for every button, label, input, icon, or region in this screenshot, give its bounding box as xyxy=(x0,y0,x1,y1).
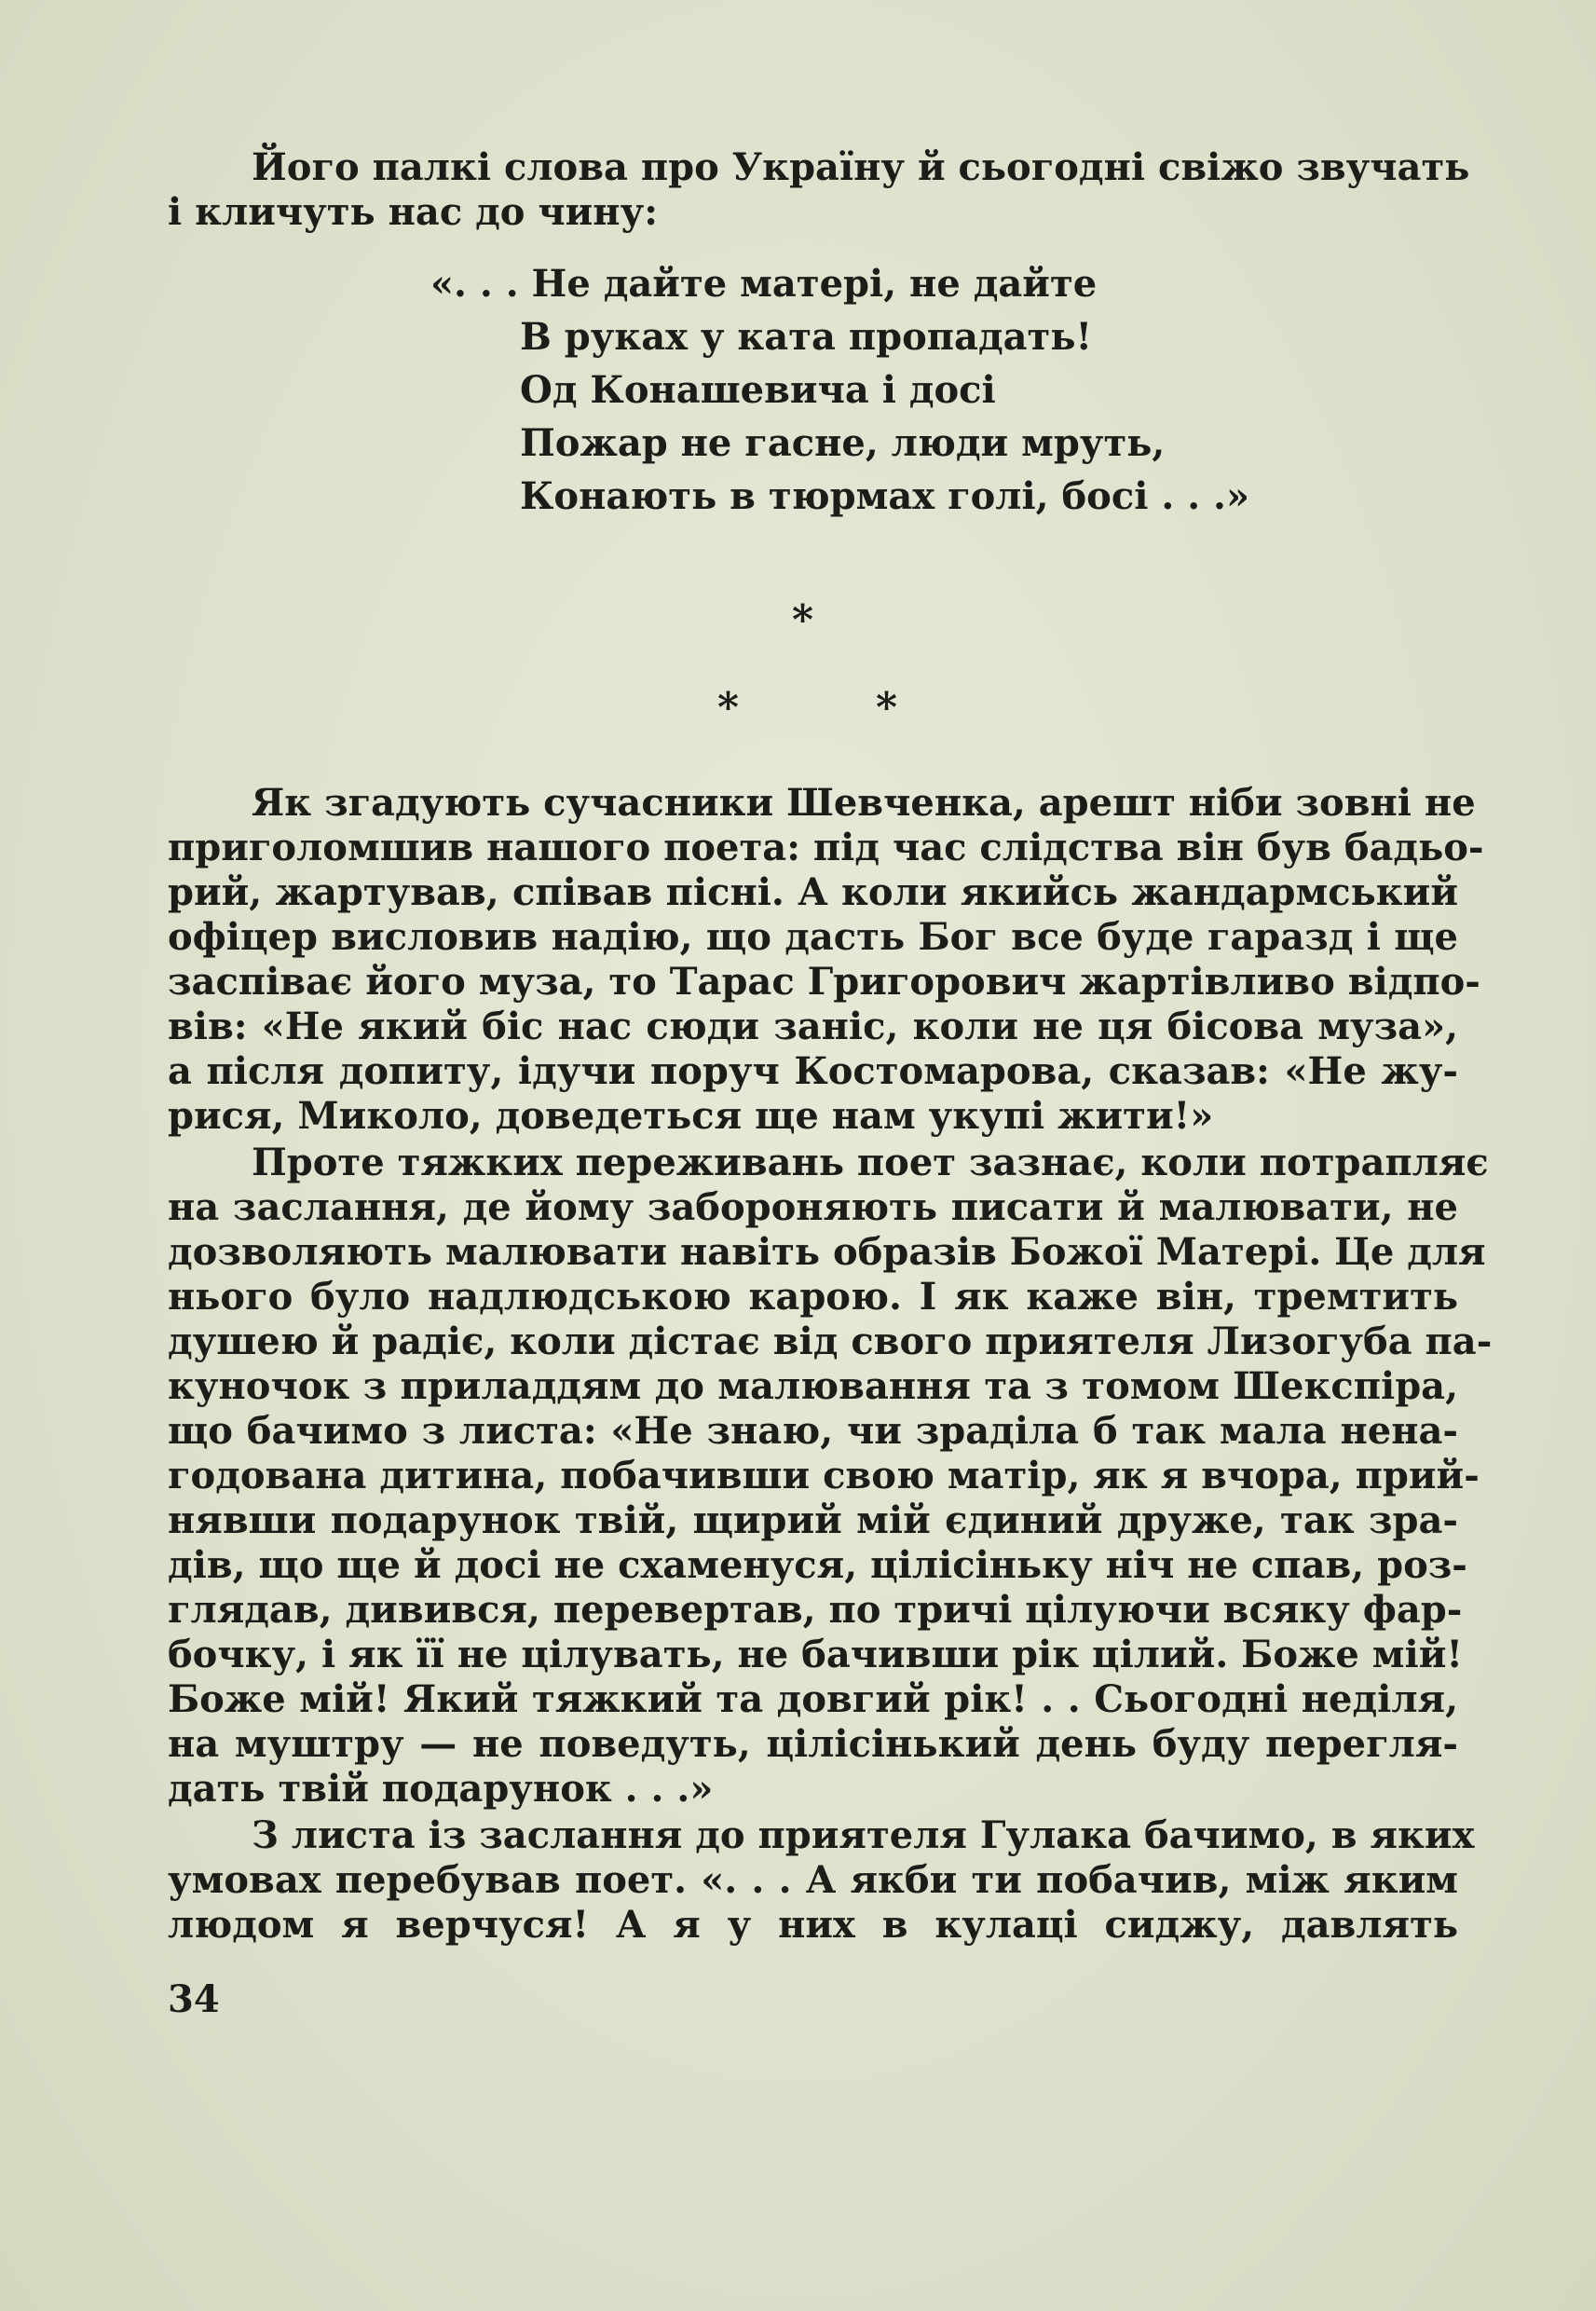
text-line: дозволяють малювати навіть образів Божої Матері. Це для xyxy=(168,1230,1486,1274)
text-line: на заслання, де йому забороняють писати й малювати, не xyxy=(168,1185,1458,1229)
text-line: дать твій подарунок . . .» xyxy=(168,1767,714,1811)
poem-quote xyxy=(430,257,1269,523)
text-line: заспіває його муза, то Тарас Григорович жартівливо відпо- xyxy=(168,960,1480,1004)
page-number: 34 xyxy=(168,1977,220,2021)
text-line: на муштру — не поведуть, цілісінький день буду перегля- xyxy=(168,1722,1458,1766)
text-line: нього було надлюдською карою. І як каже він, тремтить xyxy=(168,1275,1458,1319)
text-line: приголомшив нашого поета: під час слідства він був бадьо- xyxy=(168,826,1484,869)
text-line: Боже мій! Який тяжкий та довгий рік! . . Сьогодні неділя, xyxy=(168,1677,1458,1721)
separator-star-left: * xyxy=(717,684,740,732)
text-line: і кличуть нас до чину: xyxy=(168,190,658,234)
paragraph-exile xyxy=(168,1141,1493,1812)
text-line: нявши подарунок твій, щирий мій єдиний друже, так зра- xyxy=(168,1498,1458,1542)
separator-star-right: * xyxy=(876,684,898,732)
poem-line: В руках у ката пропадать! xyxy=(520,315,1093,359)
text-line: дів, що ще й досі не схаменуся, цілісіньку ніч не спав, роз- xyxy=(168,1543,1467,1587)
poem-line: Конають в тюрмах голі, босі . . .» xyxy=(520,474,1249,518)
text-line: З листа із заслання до приятеля Гулака бачимо, в яких xyxy=(252,1813,1475,1857)
poem-line: Од Конашевича і досі xyxy=(520,368,996,412)
poem-line: Пожар не гасне, люди мруть, xyxy=(520,421,1166,465)
text-line: годована дитина, побачивши свою матір, як я вчора, прий- xyxy=(168,1454,1480,1497)
text-line: офіцер висловив надію, що дасть Бог все буде гаразд і ще xyxy=(168,915,1458,959)
text-line: що бачимо з листа: «Не знаю, чи зраділа б так мала нена- xyxy=(168,1409,1458,1453)
text-line: глядав, дивився, перевертав, по тричі цілуючи всяку фар- xyxy=(168,1588,1463,1632)
text-line: душею й радіє, коли дістає від свого приятеля Лизогуба па- xyxy=(168,1320,1493,1363)
separator-star-top: * xyxy=(792,596,814,644)
paragraph-arrest xyxy=(168,781,1484,1139)
text-line: умовах перебував поет. «. . . А якби ти побачив, між яким xyxy=(168,1858,1458,1902)
paragraph-letter-gulak xyxy=(168,1813,1475,1948)
text-line: Проте тяжких переживань поет зазнає, коли потрапляє xyxy=(252,1141,1489,1184)
text-line: а після допиту, ідучи поруч Костомарова, сказав: «Не жу- xyxy=(168,1049,1458,1093)
text-line: бочку, і як її не цілувать, не бачивши рік цілий. Боже мій! xyxy=(168,1633,1463,1676)
intro-paragraph xyxy=(168,145,1470,235)
text-line: рися, Миколо, доведеться ще нам укупі жити!» xyxy=(168,1094,1214,1138)
text-line: куночок з приладдям до малювання та з томом Шекспіра, xyxy=(168,1364,1458,1408)
text-line: Як згадують сучасники Шевченка, арешт ніби зовні не xyxy=(252,781,1476,825)
poem-line: «. . . Не дайте матері, не дайте xyxy=(430,262,1098,306)
text-line: вів: «Не який біс нас сюди заніс, коли не ця бісова муза», xyxy=(168,1005,1458,1048)
text-line: рий, жартував, співав пісні. А коли якийсь жандармський xyxy=(168,870,1458,914)
text-line: людом я верчуся! А я у них в кулаці сиджу, давлять xyxy=(168,1903,1458,1947)
text-line: Його палкі слова про Україну й сьогодні свіжо звучать xyxy=(252,145,1470,189)
